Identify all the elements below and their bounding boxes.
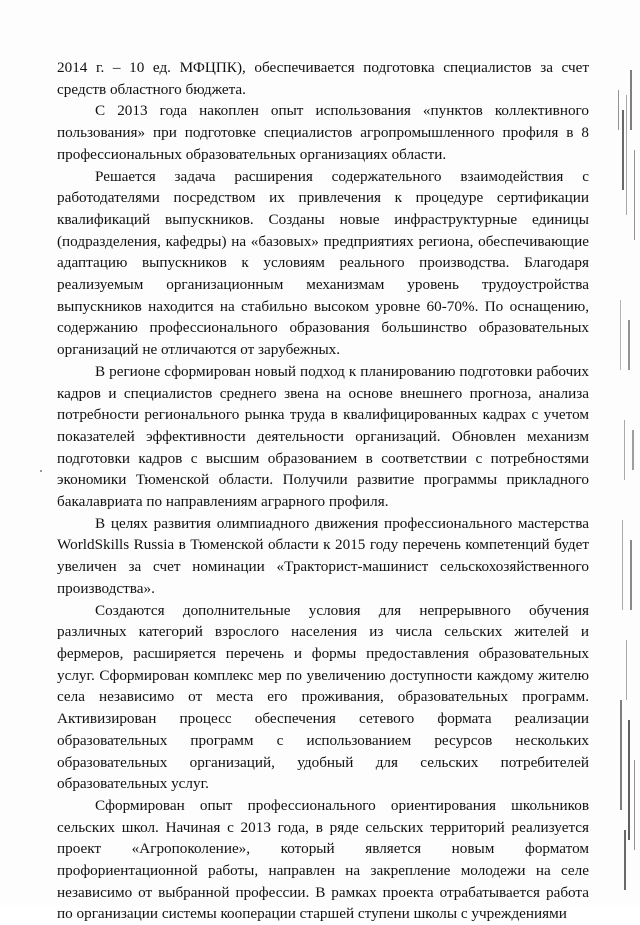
document-body (57, 57, 589, 925)
scan-edge-artifact (600, 0, 640, 905)
paragraph-3: Решается задача расширения содержательного взаимодействия с работодателями посредством их привлечения к процедуре сертификации квалификаций выпускников. Созданы новые инфраструктурные единицы (подразделения, кафедры) на «базовых» предприятиях региона, обеспечивающие адаптацию выпускников к условиям реального производства. Благодаря реализуемым организационным механизмам уровень трудоустройства выпускников находится на стабильно высоком уровне 60-70%. По оснащению, содержанию профессионального образования большинство образовательных организаций не отличаются от зарубежных. (57, 167, 589, 359)
scan-speck (40, 470, 42, 472)
paragraph-2: С 2013 года накоплен опыт использования «пунктов коллективного пользования» при подготовке специалистов агропромышленного профиля в 8 профессиональных образовательных организациях области. (57, 102, 589, 163)
paragraph-7: Сформирован опыт профессионального ориентирования школьников сельских школ. Начиная с 2013 года, в ряде сельских территорий реализуется проект «Агропоколение», который является новым форматом профориентационной работы, направлен на закрепление молодежи на селе независимо от выбранной профессии. В рамках проекта отрабатывается работа по организации системы кооперации старшей ступени школы с учреждениями (57, 796, 589, 923)
paragraph-5: В целях развития олимпиадного движения профессионального мастерства WorldSkills Russia в Тюменской области к 2015 году перечень компетенций будет увеличен за счет номинации «Тракторист-машинист сельскохозяйственного производства». (57, 514, 589, 597)
paragraph-1: 2014 г. – 10 ед. МФЦПК), обеспечивается подготовка специалистов за счет средств областного бюджета. (57, 59, 589, 98)
paragraph-4: В регионе сформирован новый подход к планированию подготовки рабочих кадров и специалистов среднего звена на основе внешнего прогноза, анализа потребности регионального рынка труда в квалифицированных кадрах с учетом показателей эффективности деятельности организаций. Обновлен механизм подготовки кадров с высшим образованием в соответствии с потребностями экономики Тюменской области. Получили развитие программы прикладного бакалавриата по направлениям аграрного профиля. (57, 362, 589, 511)
paragraph-6: Создаются дополнительные условия для непрерывного обучения различных категорий взрослого населения из числа сельских жителей и фермеров, расширяется перечень и формы предоставления образовательных услуг. Сформирован комплекс мер по увеличению доступности каждому жителю села независимо от места его проживания, образовательных программ. Активизирован процесс обеспечения сетевого формата реализации образовательных программ с использованием ресурсов нескольких образовательных организаций, удобный для сельских потребителей образовательных услуг. (57, 601, 589, 793)
